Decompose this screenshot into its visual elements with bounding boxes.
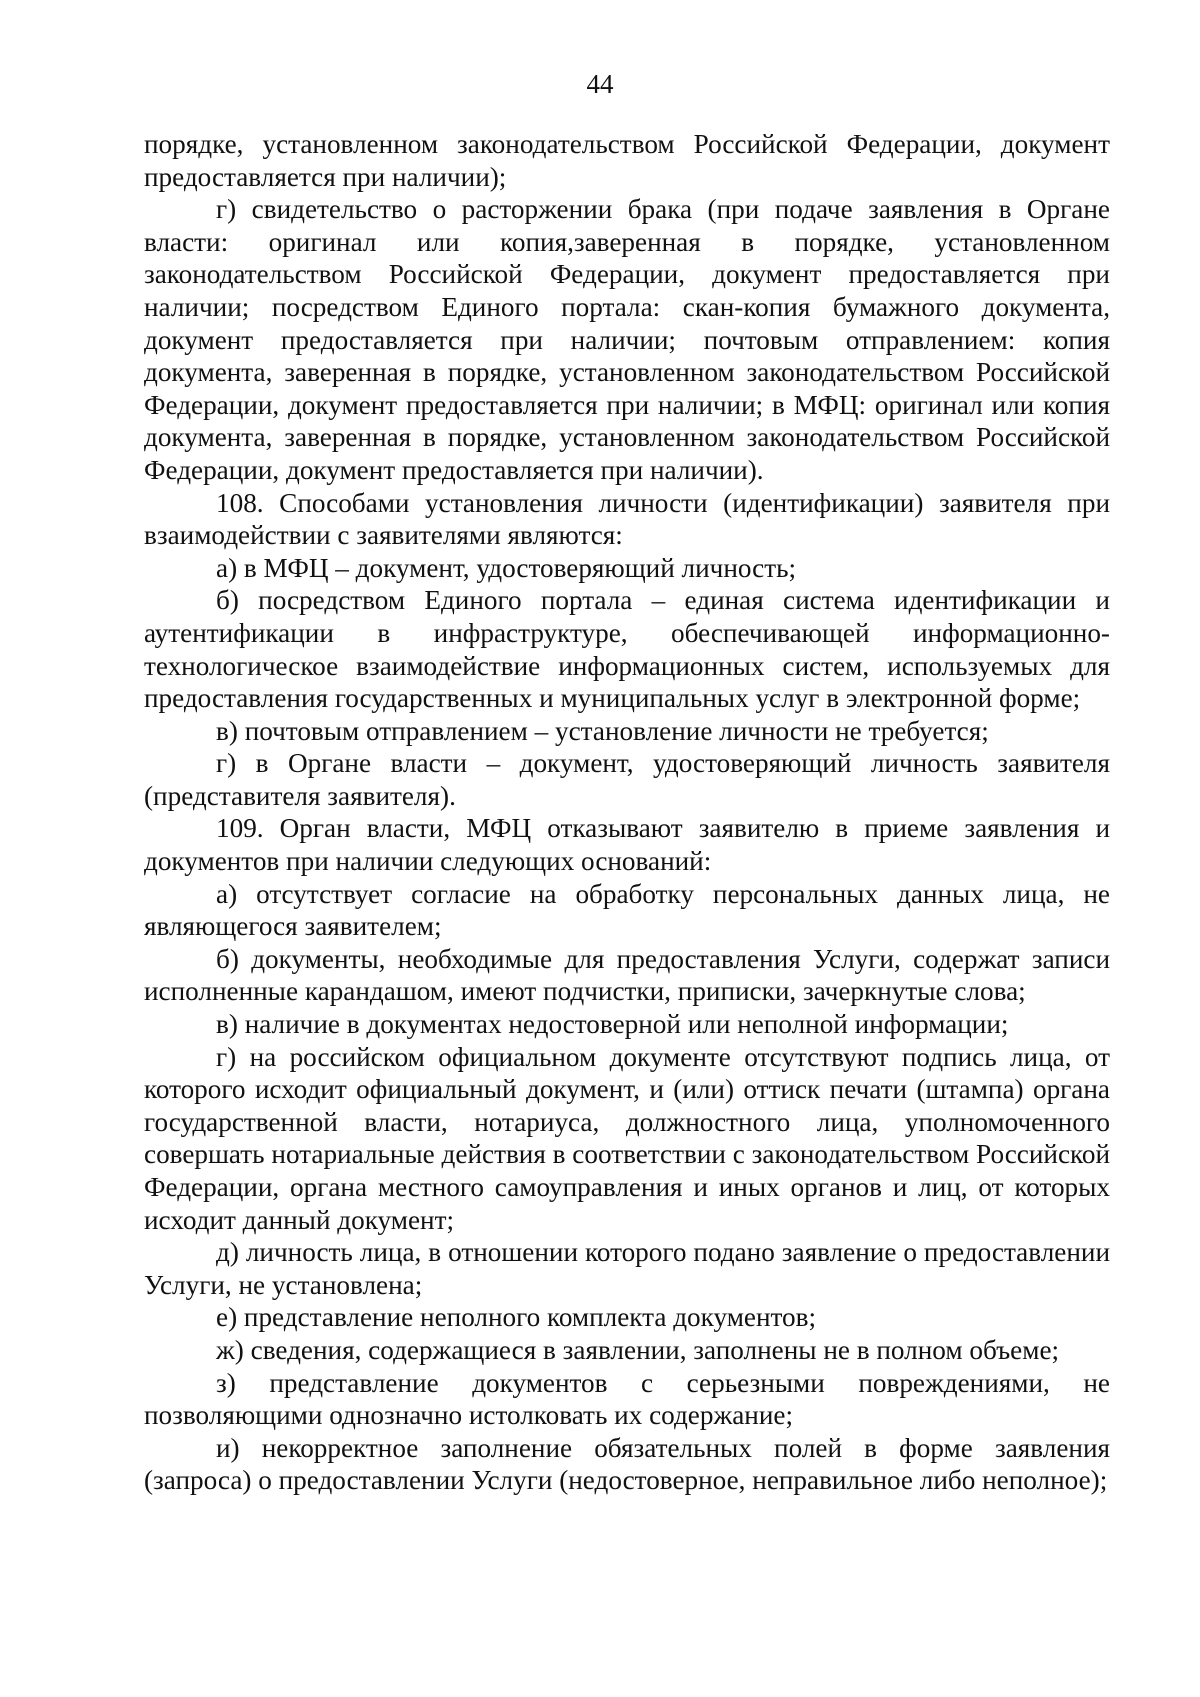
paragraph-109-a: а) отсутствует согласие на обработку персональных данных лица, не являющегося заявителем;: [144, 878, 1110, 942]
paragraph-109-zh: ж) сведения, содержащиеся в заявлении, заполнены не в полном объеме;: [216, 1334, 1060, 1365]
paragraph-108-b: б) посредством Единого портала – единая система идентификации и аутентификации в инфраструктуре, обеспечивающей информационно-технологическое взаимодействие информационных систем, используемых для предоставления государственных и муниципальных услуг в электронной форме;: [144, 585, 1110, 714]
paragraph-109-e: е) представление неполного комплекта документов;: [216, 1302, 817, 1333]
paragraph-109-i: и) некорректное заполнение обязательных полей в форме заявления (запроса) о предоставлении Услуги (недостоверное, неправильное либо неполное);: [144, 1432, 1110, 1496]
paragraph-108-v: в) почтовым отправлением – установление личности не требуется;: [216, 715, 989, 746]
paragraph-109: 109. Орган власти, МФЦ отказывают заявителю в приеме заявления и документов при наличии следующих оснований:: [144, 813, 1110, 877]
paragraph-item-g-divorce-certificate: г) свидетельство о расторжении брака (при подаче заявления в Органе власти: оригинал или копия,заверенная в порядке, установленном законодательством Российской Федерации, документ предоставляется при наличии; посредством Единого портала: скан-копия бумажного документа, документ предоставляется при наличии; почтовым отправлением: копия документа, заверенная в порядке, установленном законодательством Российской Федерации, документ предоставляется при наличии; в МФЦ: оригинал или копия документа, заверенная в порядке, установленном законодательством Российской Федерации, документ предоставляется при наличии).: [144, 194, 1110, 485]
paragraph-109-b: б) документы, необходимые для предоставления Услуги, содержат записи исполненные карандашом, имеют подчистки, приписки, зачеркнутые слова;: [144, 943, 1110, 1007]
paragraph-109-d: д) личность лица, в отношении которого подано заявление о предоставлении Услуги, не установлена;: [144, 1237, 1110, 1300]
paragraph-108: 108. Способами установления личности (идентификации) заявителя при взаимодействии с заявителями являются:: [144, 487, 1110, 551]
paragraph-continuation: порядке, установленном законодательством Российской Федерации, документ предоставляется при наличии);: [144, 129, 1110, 192]
paragraph-108-a: а) в МФЦ – документ, удостоверяющий личность;: [216, 552, 797, 583]
page-number: 44: [586, 69, 614, 99]
document-body: [144, 128, 1110, 1497]
paragraph-109-g: г) на российском официальном документе отсутствуют подпись лица, от которого исходит официальный документ, и (или) оттиск печати (штампа) органа государственной власти, нотариуса, должностного лица, уполномоченного совершать нотариальные действия в соответствии с законодательством Российской Федерации, органа местного самоуправления и иных органов и лиц, от которых исходит данный документ;: [144, 1041, 1110, 1235]
paragraph-109-v: в) наличие в документах недостоверной или неполной информации;: [216, 1009, 1009, 1040]
paragraph-108-g: г) в Органе власти – документ, удостоверяющий личность заявителя (представителя заявителя).: [144, 748, 1110, 811]
paragraph-109-z: з) представление документов с серьезными повреждениями, не позволяющими однозначно истолковать их содержание;: [144, 1367, 1110, 1431]
